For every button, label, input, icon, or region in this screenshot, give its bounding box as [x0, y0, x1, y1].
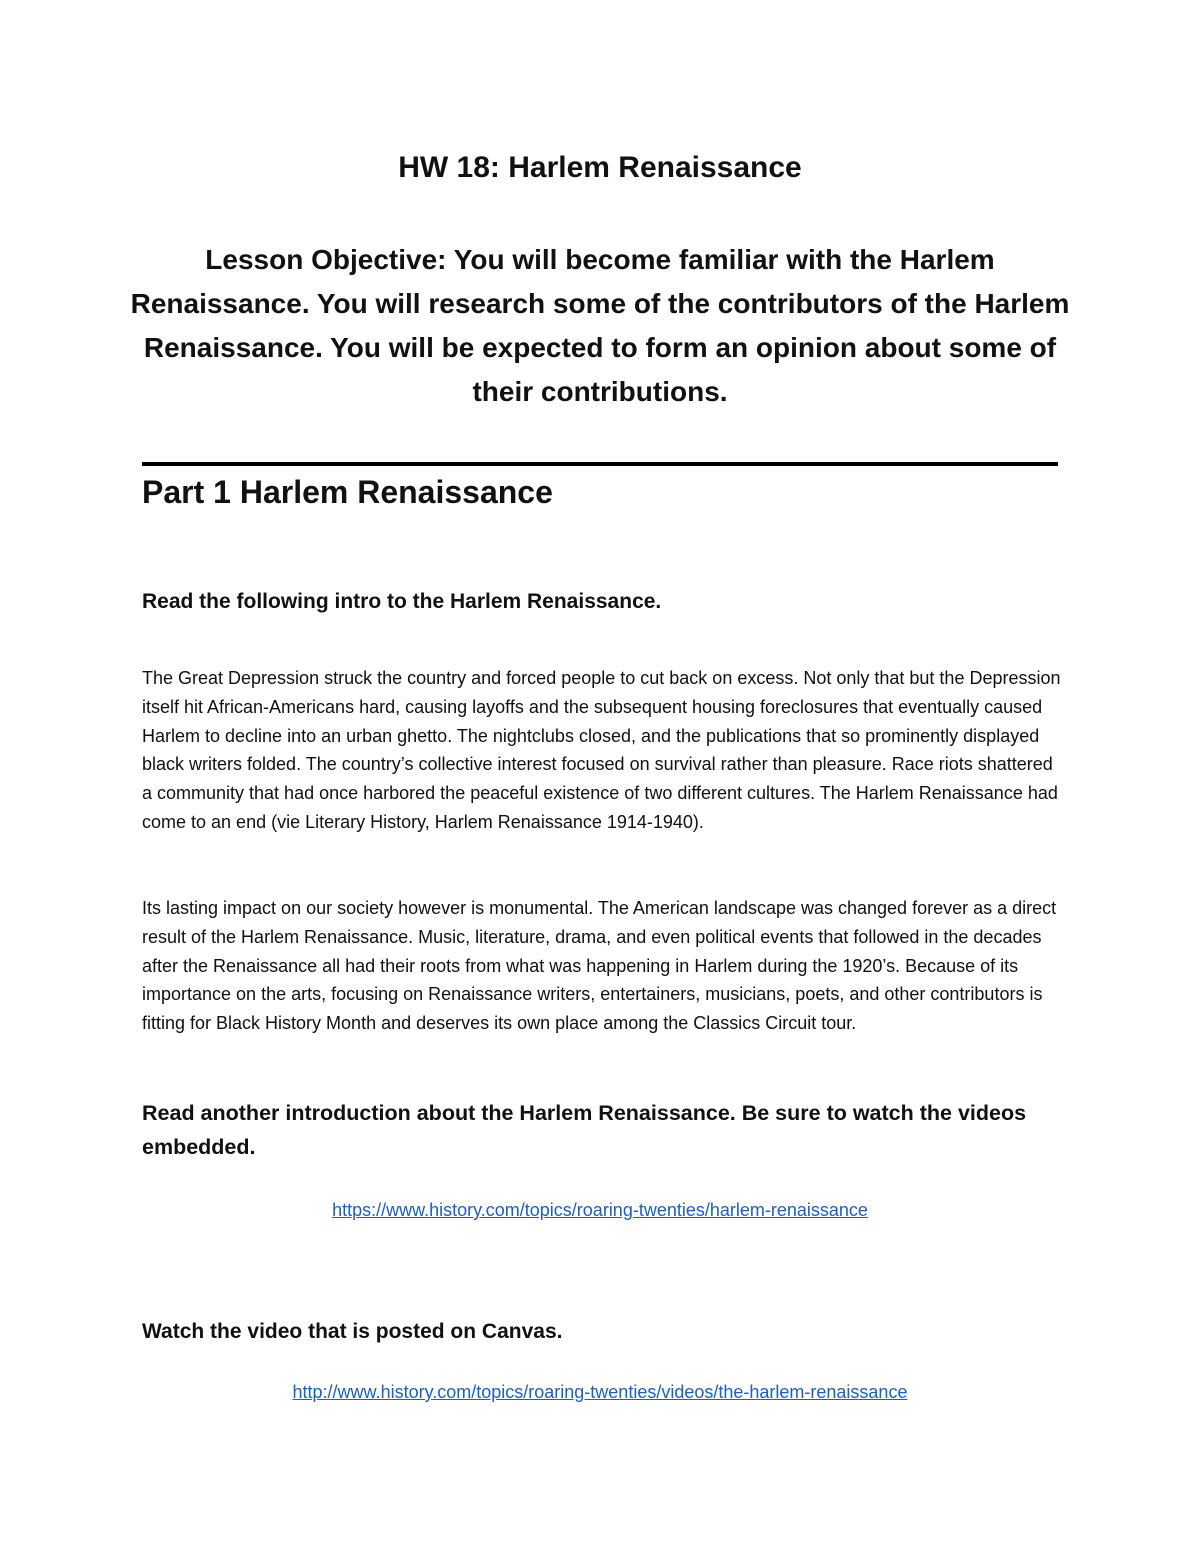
history-video-link[interactable]: http://www.history.com/topics/roaring-twenties/videos/the-harlem-renaissance [292, 1382, 908, 1402]
intro-paragraph-1: The Great Depression struck the country and forced people to cut back on excess. Not only that but the Depression itself hit African-Americans hard, causing layoffs and the subsequent housing foreclosures that eventually caused Harlem to decline into an urban ghetto. The nightclubs closed, and the publications that so prominently displayed black writers folded. The country’s collective interest focused on survival rather than pleasure. Race riots shattered a community that had once harbored the peaceful existence of two different cultures. The Harlem Renaissance had come to an end (vie Literary History, Harlem Renaissance 1914-1940). [142, 668, 1061, 832]
second-intro-instruction: Read another introduction about the Harlem Renaissance. Be sure to watch the videos embedded. [142, 1101, 1027, 1159]
watch-video-instruction: Watch the video that is posted on Canvas. [142, 1320, 563, 1343]
section-divider [142, 462, 1058, 466]
intro-instruction: Read the following intro to the Harlem Renaissance. [142, 590, 662, 613]
intro-paragraph-2: Its lasting impact on our society however is monumental. The American landscape was changed forever as a direct result of the Harlem Renaissance. Music, literature, drama, and even political events that followed in the decades after the Renaissance all had their roots from what was happening in Harlem during the 1920’s. Because of its importance on the arts, focusing on Renaissance writers, entertainers, musicians, poets, and other contributors is fitting for Black History Month and deserves its own place among the Classics Circuit tour. [142, 898, 1057, 1034]
part-1-heading: Part 1 Harlem Renaissance [142, 474, 553, 510]
document-title: HW 18: Harlem Renaissance [398, 151, 802, 184]
lesson-objective: Lesson Objective: You will become familiar with the Harlem Renaissance. You will research some of the contributors of the Harlem Renaissance. You will be expected to form an opinion about some of their contributions. [130, 244, 1070, 407]
history-article-link[interactable]: https://www.history.com/topics/roaring-twenties/harlem-renaissance [332, 1200, 868, 1220]
